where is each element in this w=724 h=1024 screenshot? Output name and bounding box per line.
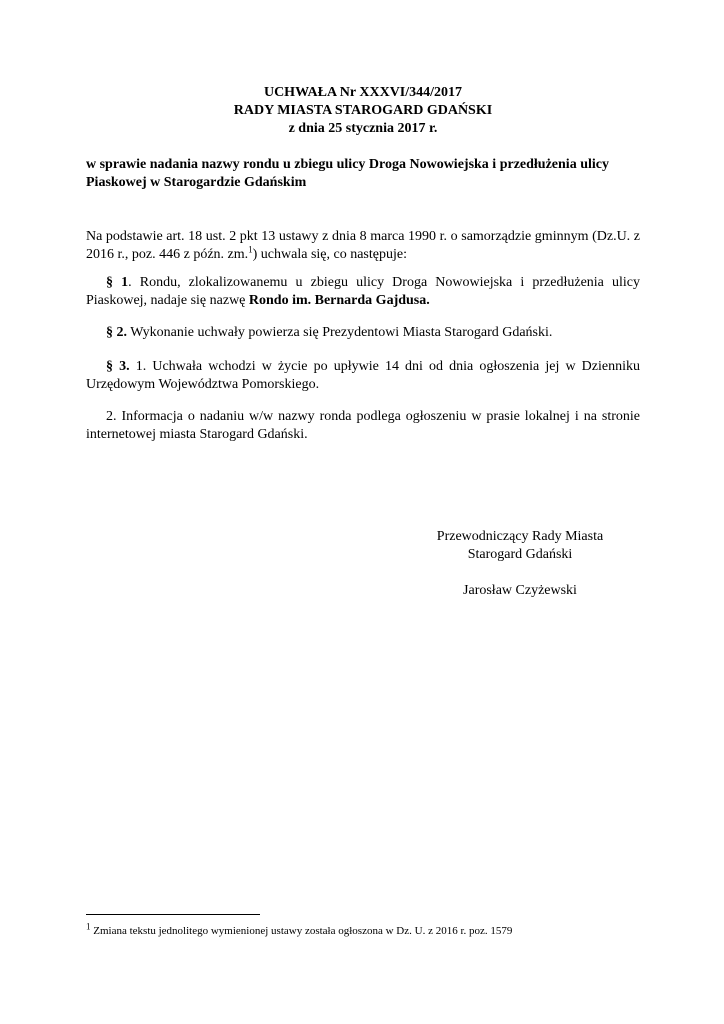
signatory-title-1: Przewodniczący Rady Miasta [436, 529, 604, 544]
resolution-header [86, 84, 640, 138]
footnote-text: Zmiana tekstu jednolitego wymienionej ustawy została ogłoszona w Dz. U. z 2016 r. poz. 1579 [90, 925, 513, 937]
signatory-name: Jarosław Czyżewski [463, 583, 577, 598]
section-1-paragraph [86, 274, 640, 310]
section-3-paragraph [86, 358, 640, 394]
section-1-label: § 1 [106, 275, 129, 290]
section-1-text: . Rondu, zlokalizowanemu u zbiegu ulicy Droga Nowowiejska i przedłużenia ulicy Piaskowej, nadaje się nazwę [86, 275, 641, 308]
roundabout-name: Rondo im. Bernarda Gajdusa. [248, 293, 430, 308]
section-3-point-2-paragraph [86, 408, 640, 444]
signatory-title-2: Starogard Gdański [467, 547, 573, 562]
footnote-reference: 1 [248, 244, 253, 255]
signature-block [420, 528, 620, 600]
footnote-divider [86, 914, 260, 915]
section-2-label: § 2. [106, 325, 127, 340]
resolution-date: z dnia 25 stycznia 2017 r. [288, 121, 438, 136]
section-3-label: § 3. [106, 359, 130, 374]
resolution-number: UCHWAŁA Nr XXXVI/344/2017 [263, 85, 463, 100]
legal-basis-text: Na podstawie art. 18 ust. 2 pkt 13 ustawy z dnia 8 marca 1990 r. o samorządzie gminnym (Dz.U. z 2016 r., poz. 446 z późn. zm. [86, 229, 640, 262]
section-2-paragraph [86, 324, 640, 342]
legal-basis-text-end: ) uchwala się, co następuje: [252, 247, 407, 262]
footnote [86, 921, 646, 938]
section-3-point-2: 2. Informacja o nadaniu w/w nazwy ronda podlega ogłoszeniu w prasie lokalnej i na stronie internetowej miasta Starogard Gdański. [86, 409, 640, 442]
legal-basis-paragraph [86, 228, 640, 264]
council-name: RADY MIASTA STAROGARD GDAŃSKI [233, 103, 493, 118]
section-3-point-1: 1. Uchwała wchodzi w życie po upływie 14 dni od dnia ogłoszenia jej w Dzienniku Urzędowym Województwa Pomorskiego. [86, 359, 641, 392]
footnote-number: 1 [86, 921, 91, 932]
resolution-subject: w sprawie nadania nazwy rondu u zbiegu ulicy Droga Nowowiejska i przedłużenia ulicy Piaskowej w Starogardzie Gdańskim [86, 157, 609, 190]
section-2-text: Wykonanie uchwały powierza się Prezydentowi Miasta Starogard Gdański. [127, 325, 553, 340]
